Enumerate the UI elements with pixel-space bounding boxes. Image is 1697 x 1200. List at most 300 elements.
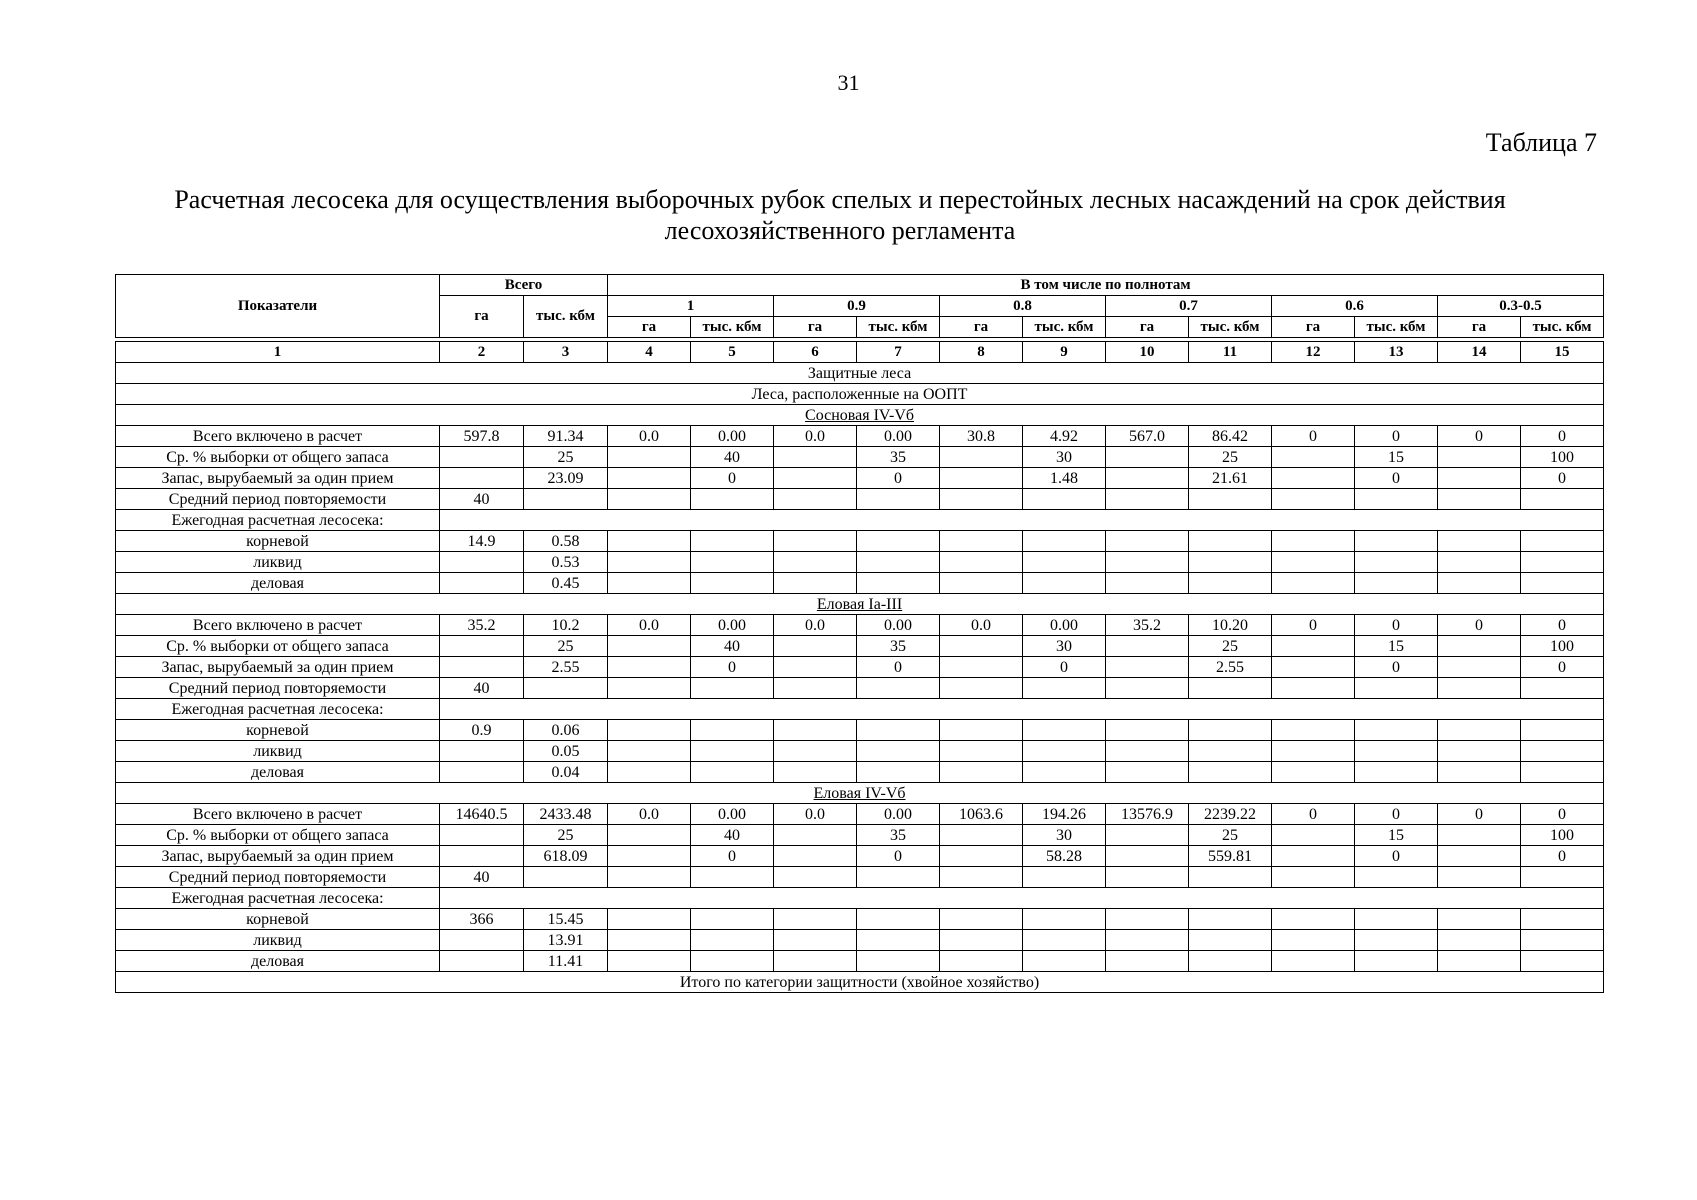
header-density: 0.8 — [940, 296, 1106, 317]
column-number: 6 — [774, 342, 857, 363]
table-cell: 0 — [1355, 846, 1438, 867]
header-total-ha: га — [440, 296, 524, 338]
table-cell: 13576.9 — [1106, 804, 1189, 825]
table-cell: 25 — [524, 447, 608, 468]
table-cell — [857, 951, 940, 972]
header-density: 0.9 — [774, 296, 940, 317]
table-cell — [774, 678, 857, 699]
table-cell — [1272, 552, 1355, 573]
table-cell — [774, 468, 857, 489]
column-number: 4 — [608, 342, 691, 363]
table-cell — [608, 636, 691, 657]
table-cell: 0.58 — [524, 531, 608, 552]
table-cell — [857, 678, 940, 699]
table-cell: 40 — [440, 489, 524, 510]
table-cell: 0 — [1521, 468, 1604, 489]
table-cell — [1355, 909, 1438, 930]
table-cell: 0 — [1355, 468, 1438, 489]
table-cell — [774, 636, 857, 657]
row-label: Ежегодная расчетная лесосека: — [116, 699, 440, 720]
table-cell: 40 — [440, 867, 524, 888]
table-cell: 0 — [1521, 426, 1604, 447]
table-cell — [1106, 720, 1189, 741]
table-cell: 0.05 — [524, 741, 608, 762]
category-row: Защитные леса — [116, 363, 1604, 384]
subcategory-row: Леса, расположенные на ООПТ — [116, 384, 1604, 405]
table-cell — [608, 447, 691, 468]
group-name: Сосновая IV-Vб — [805, 406, 915, 424]
table-cell — [774, 741, 857, 762]
row-label: ликвид — [116, 552, 440, 573]
table-cell: 0 — [1438, 426, 1521, 447]
table-cell: 40 — [691, 636, 774, 657]
group-name: Еловая IV-Vб — [813, 784, 906, 802]
table-cell: 30 — [1023, 636, 1106, 657]
table-cell — [691, 573, 774, 594]
table-cell: 25 — [524, 825, 608, 846]
table-cell — [1189, 951, 1272, 972]
table-cell: 0.9 — [440, 720, 524, 741]
row-label: Всего включено в расчет — [116, 615, 440, 636]
table-cell: 0 — [1521, 804, 1604, 825]
table-cell — [1355, 720, 1438, 741]
table-cell — [1272, 825, 1355, 846]
table-cell — [440, 636, 524, 657]
table-cell — [691, 951, 774, 972]
table-cell — [940, 468, 1023, 489]
table-row — [116, 930, 1604, 951]
table-row — [116, 825, 1604, 846]
table-cell — [1355, 531, 1438, 552]
table-cell — [608, 720, 691, 741]
table-cell — [940, 573, 1023, 594]
empty-span-cell — [440, 510, 1604, 531]
group-header-row — [116, 594, 1604, 615]
table-cell — [940, 552, 1023, 573]
row-label: корневой — [116, 909, 440, 930]
table-cell — [1023, 678, 1106, 699]
table-cell: 0 — [691, 468, 774, 489]
table-cell — [940, 867, 1023, 888]
table-cell — [1189, 741, 1272, 762]
table-cell — [1438, 930, 1521, 951]
table-cell — [940, 720, 1023, 741]
table-cell — [1438, 573, 1521, 594]
table-cell — [1438, 762, 1521, 783]
table-cell: 0.45 — [524, 573, 608, 594]
header-density: 0.7 — [1106, 296, 1272, 317]
table-cell — [1189, 573, 1272, 594]
table-cell — [940, 531, 1023, 552]
table-cell — [1272, 657, 1355, 678]
table-cell: 0 — [1521, 615, 1604, 636]
row-label: ликвид — [116, 930, 440, 951]
table-cell — [1438, 468, 1521, 489]
table-cell: 194.26 — [1023, 804, 1106, 825]
table-cell: 100 — [1521, 636, 1604, 657]
table-cell — [1438, 636, 1521, 657]
document-title: Расчетная лесосека для осуществления выборочных рубок спелых и перестойных лесных насаждений на срок действия лесохозяйственного регламента — [174, 185, 1506, 245]
table-cell — [1023, 720, 1106, 741]
table-cell — [608, 762, 691, 783]
row-label: Средний период повторяемости — [116, 678, 440, 699]
table-cell — [1023, 951, 1106, 972]
table-cell — [857, 531, 940, 552]
table-cell — [1023, 573, 1106, 594]
table-cell: 0 — [857, 846, 940, 867]
table-cell — [774, 867, 857, 888]
table-cell: 0.06 — [524, 720, 608, 741]
table-cell: 0 — [1355, 657, 1438, 678]
column-number: 12 — [1272, 342, 1355, 363]
table-cell — [940, 678, 1023, 699]
table-cell: 13.91 — [524, 930, 608, 951]
column-number: 10 — [1106, 342, 1189, 363]
table-cell: 0.0 — [774, 615, 857, 636]
table-cell: 25 — [1189, 636, 1272, 657]
table-cell — [940, 657, 1023, 678]
allowable-cut-table — [115, 274, 1604, 993]
table-row — [116, 426, 1604, 447]
table-cell — [774, 951, 857, 972]
table-cell — [608, 531, 691, 552]
table-cell — [1438, 909, 1521, 930]
table-cell — [1355, 762, 1438, 783]
table-cell — [440, 846, 524, 867]
table-cell — [857, 720, 940, 741]
table-cell — [1521, 573, 1604, 594]
table-cell: 11.41 — [524, 951, 608, 972]
table-cell — [608, 678, 691, 699]
table-cell — [1189, 762, 1272, 783]
table-cell — [1189, 552, 1272, 573]
table-cell — [1272, 930, 1355, 951]
table-cell — [1355, 573, 1438, 594]
column-number: 5 — [691, 342, 774, 363]
table-cell: 10.2 — [524, 615, 608, 636]
table-cell — [1106, 930, 1189, 951]
table-cell: 14.9 — [440, 531, 524, 552]
table-cell — [1355, 489, 1438, 510]
table-cell — [940, 762, 1023, 783]
table-cell: 35 — [857, 825, 940, 846]
table-cell — [1355, 867, 1438, 888]
header-vol: тыс. кбм — [691, 317, 774, 338]
table-cell — [1521, 552, 1604, 573]
table-cell: 86.42 — [1189, 426, 1272, 447]
table-cell — [524, 867, 608, 888]
header-vol: тыс. кбм — [1355, 317, 1438, 338]
table-cell — [608, 489, 691, 510]
table-cell — [1521, 867, 1604, 888]
column-number: 3 — [524, 342, 608, 363]
table-cell: 35.2 — [440, 615, 524, 636]
table-row — [116, 468, 1604, 489]
table-cell: 30.8 — [940, 426, 1023, 447]
table-cell: 23.09 — [524, 468, 608, 489]
table-cell — [608, 930, 691, 951]
table-cell — [857, 552, 940, 573]
table-cell — [440, 951, 524, 972]
row-label: Всего включено в расчет — [116, 426, 440, 447]
table-cell — [1106, 762, 1189, 783]
column-number: 2 — [440, 342, 524, 363]
table-cell — [440, 447, 524, 468]
header-vol: тыс. кбм — [1023, 317, 1106, 338]
header-vol: тыс. кбм — [1521, 317, 1604, 338]
row-label: корневой — [116, 531, 440, 552]
empty-span-cell — [440, 699, 1604, 720]
table-cell — [1438, 531, 1521, 552]
table-cell — [440, 657, 524, 678]
table-cell — [1355, 951, 1438, 972]
table-cell: 35.2 — [1106, 615, 1189, 636]
table-cell — [691, 720, 774, 741]
table-cell: 618.09 — [524, 846, 608, 867]
table-cell — [1189, 489, 1272, 510]
table-cell — [1023, 909, 1106, 930]
table-cell — [1023, 762, 1106, 783]
table-cell: 0 — [1023, 657, 1106, 678]
table-row — [116, 447, 1604, 468]
table-cell — [1272, 867, 1355, 888]
table-cell — [857, 489, 940, 510]
table-cell — [1355, 678, 1438, 699]
row-label: Запас, вырубаемый за один прием — [116, 657, 440, 678]
table-cell: 1063.6 — [940, 804, 1023, 825]
header-total-vol: тыс. кбм — [524, 296, 608, 338]
table-cell — [774, 531, 857, 552]
table-cell — [1106, 909, 1189, 930]
table-cell: 0 — [1521, 657, 1604, 678]
table-cell — [857, 909, 940, 930]
table-cell — [1106, 447, 1189, 468]
table-cell: 0.0 — [774, 426, 857, 447]
table-cell: 366 — [440, 909, 524, 930]
table-cell — [857, 867, 940, 888]
table-cell — [857, 762, 940, 783]
header-ha: га — [774, 317, 857, 338]
row-label: деловая — [116, 573, 440, 594]
table-cell — [608, 867, 691, 888]
table-cell — [1189, 867, 1272, 888]
table-cell — [1438, 489, 1521, 510]
table-cell: 2239.22 — [1189, 804, 1272, 825]
table-cell — [691, 741, 774, 762]
table-cell — [608, 951, 691, 972]
table-cell: 15.45 — [524, 909, 608, 930]
table-cell: 2433.48 — [524, 804, 608, 825]
table-body — [116, 363, 1604, 972]
table-cell: 597.8 — [440, 426, 524, 447]
table-cell — [1189, 930, 1272, 951]
table-cell — [1272, 678, 1355, 699]
header-ha: га — [608, 317, 691, 338]
table-cell — [940, 846, 1023, 867]
table-cell: 0 — [691, 657, 774, 678]
header-including: В том числе по полнотам — [608, 275, 1604, 296]
table-cell — [691, 678, 774, 699]
table-cell: 0.0 — [608, 426, 691, 447]
table-cell — [1106, 951, 1189, 972]
table-row — [116, 804, 1604, 825]
header-density: 1 — [608, 296, 774, 317]
table-cell — [691, 531, 774, 552]
table-cell — [857, 930, 940, 951]
table-cell — [691, 489, 774, 510]
table-cell: 0 — [1355, 426, 1438, 447]
table-cell: 1.48 — [1023, 468, 1106, 489]
table-cell — [1521, 531, 1604, 552]
table-cell — [1438, 867, 1521, 888]
group-header-row — [116, 405, 1604, 426]
table-cell: 0.0 — [608, 615, 691, 636]
header-indicators: Показатели — [116, 275, 440, 338]
table-cell: 35 — [857, 636, 940, 657]
table-cell — [1023, 489, 1106, 510]
header-ha: га — [1438, 317, 1521, 338]
table-cell: 14640.5 — [440, 804, 524, 825]
table-cell: 10.20 — [1189, 615, 1272, 636]
table-cell — [691, 867, 774, 888]
table-cell — [1023, 741, 1106, 762]
table-cell — [774, 573, 857, 594]
table-cell — [1272, 720, 1355, 741]
table-cell — [1106, 552, 1189, 573]
table-cell — [1438, 951, 1521, 972]
table-row — [116, 552, 1604, 573]
table-cell — [774, 762, 857, 783]
table-cell — [1023, 552, 1106, 573]
table-cell — [774, 930, 857, 951]
table-cell — [940, 930, 1023, 951]
table-cell: 0 — [691, 846, 774, 867]
table-row — [116, 888, 1604, 909]
group-name: Еловая Ia-III — [816, 595, 903, 613]
table-cell: 0.00 — [691, 426, 774, 447]
table-cell — [1272, 762, 1355, 783]
table-cell — [440, 825, 524, 846]
column-number: 7 — [857, 342, 940, 363]
table-cell — [1106, 741, 1189, 762]
table-cell — [1438, 741, 1521, 762]
table-cell — [940, 951, 1023, 972]
header-ha: га — [1106, 317, 1189, 338]
table-cell — [774, 909, 857, 930]
table-cell: 0 — [1355, 615, 1438, 636]
table-cell — [774, 447, 857, 468]
table-cell: 0 — [1355, 804, 1438, 825]
table-cell — [1438, 846, 1521, 867]
table-cell — [608, 846, 691, 867]
table-cell — [608, 552, 691, 573]
table-cell — [1189, 531, 1272, 552]
table-cell — [608, 909, 691, 930]
column-number: 1 — [116, 342, 440, 363]
table-label: Таблица 7 — [1485, 128, 1597, 157]
table-cell — [440, 573, 524, 594]
table-cell — [1106, 636, 1189, 657]
table-cell — [1023, 531, 1106, 552]
table-cell — [1521, 909, 1604, 930]
table-cell — [1521, 678, 1604, 699]
row-label: корневой — [116, 720, 440, 741]
table-cell — [1355, 930, 1438, 951]
table-cell: 0.00 — [1023, 615, 1106, 636]
table-cell — [1438, 447, 1521, 468]
table-cell — [440, 552, 524, 573]
table-row — [116, 720, 1604, 741]
table-cell — [1272, 468, 1355, 489]
table-cell — [940, 909, 1023, 930]
table-cell: 0 — [1272, 615, 1355, 636]
table-cell: 40 — [691, 447, 774, 468]
table-cell — [1106, 573, 1189, 594]
table-cell — [1189, 678, 1272, 699]
table-cell — [774, 825, 857, 846]
table-row — [116, 615, 1604, 636]
table-cell: 0.04 — [524, 762, 608, 783]
table-cell — [1023, 930, 1106, 951]
table-cell: 91.34 — [524, 426, 608, 447]
table-row — [116, 951, 1604, 972]
row-label: Ежегодная расчетная лесосека: — [116, 510, 440, 531]
table-cell: 0 — [1272, 426, 1355, 447]
table-cell: 35 — [857, 447, 940, 468]
table-cell: 0.00 — [857, 615, 940, 636]
table-cell — [1106, 846, 1189, 867]
table-cell: 15 — [1355, 447, 1438, 468]
empty-span-cell — [440, 888, 1604, 909]
table-cell: 15 — [1355, 636, 1438, 657]
table-cell — [608, 573, 691, 594]
table-cell — [1106, 825, 1189, 846]
table-cell: 25 — [1189, 447, 1272, 468]
column-number: 8 — [940, 342, 1023, 363]
table-cell — [774, 657, 857, 678]
table-cell — [1438, 720, 1521, 741]
table-cell — [940, 636, 1023, 657]
table-cell — [1521, 762, 1604, 783]
table-cell: 30 — [1023, 447, 1106, 468]
table-cell: 58.28 — [1023, 846, 1106, 867]
table-cell: 15 — [1355, 825, 1438, 846]
table-cell — [524, 489, 608, 510]
table-cell — [857, 573, 940, 594]
table-row — [116, 699, 1604, 720]
table-cell — [1272, 951, 1355, 972]
table-cell — [608, 468, 691, 489]
table-cell: 40 — [691, 825, 774, 846]
table-cell: 0.00 — [691, 804, 774, 825]
table-cell — [440, 468, 524, 489]
table-cell: 100 — [1521, 825, 1604, 846]
table-cell — [1189, 720, 1272, 741]
row-label: Ежегодная расчетная лесосека: — [116, 888, 440, 909]
column-number: 9 — [1023, 342, 1106, 363]
table-cell — [691, 930, 774, 951]
row-label: деловая — [116, 762, 440, 783]
table-cell — [1272, 531, 1355, 552]
table-cell: 0.0 — [608, 804, 691, 825]
table-cell: 21.61 — [1189, 468, 1272, 489]
table-cell — [608, 825, 691, 846]
table-cell: 0 — [1438, 804, 1521, 825]
table-cell: 0.00 — [857, 804, 940, 825]
table-cell — [1106, 468, 1189, 489]
table-cell — [1023, 867, 1106, 888]
table-cell — [691, 552, 774, 573]
